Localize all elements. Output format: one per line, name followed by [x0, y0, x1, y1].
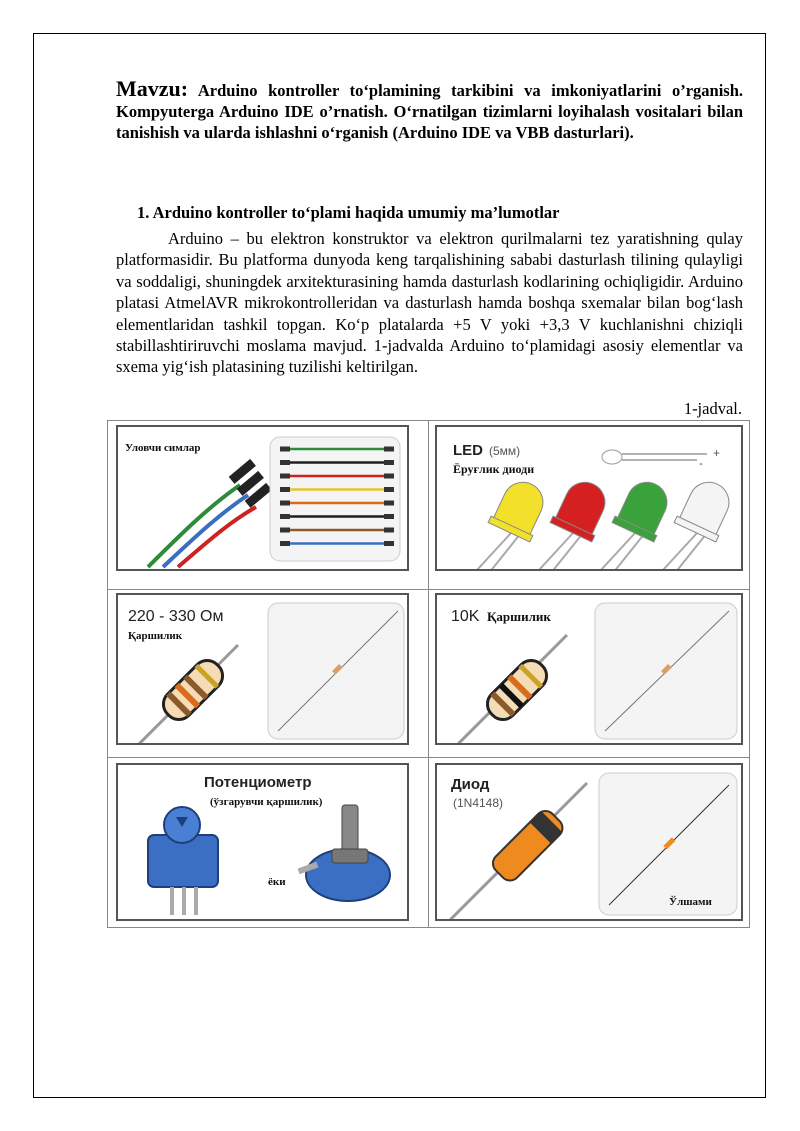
wire-tip — [384, 487, 394, 492]
wire-tip — [280, 501, 290, 506]
wire-tip — [280, 487, 290, 492]
resistor-220-cell — [116, 593, 409, 745]
wire-tip — [280, 447, 290, 452]
wire-tip — [384, 528, 394, 533]
wire-tip — [280, 474, 290, 479]
jumper-wires-illustration — [118, 427, 409, 571]
diode-cell — [435, 763, 743, 921]
table-divider — [428, 421, 429, 927]
topic-title — [116, 78, 743, 143]
table-caption: 1-jadval. — [683, 399, 742, 418]
resistor-220-label: 220 - 330 Ом — [128, 608, 224, 625]
potentiometer-label-ru: (ўзгарувчи қаршилик) — [210, 796, 323, 808]
wire-tip — [280, 460, 290, 465]
topic-text: Arduino kontroller to‘plamining tarkibini va imkoniyatlarini o’rganish. Kompyuterga Arduino IDE o’rnatish. O‘rnatilgan tizimlarni loyihalash vositalari bilan tanishish va ularda ishlashni o‘rganish (Arduino IDE va VBB dasturlari). — [116, 81, 743, 142]
potentiometer-illustration — [118, 765, 409, 921]
diode-part: (1N4148) — [453, 796, 504, 810]
wire-tip — [384, 541, 394, 546]
potentiometer-or: ёки — [268, 876, 286, 888]
resistor-10k-cell — [435, 593, 743, 745]
resistor-220-illustration — [118, 595, 409, 745]
led-size: (5мм) — [489, 444, 521, 458]
resistor-10k-illustration — [437, 595, 743, 745]
led-label-ru: Ёруғлик диоди — [453, 462, 535, 476]
wire-tip — [384, 514, 394, 519]
wires-label: Уловчи симлар — [125, 442, 201, 454]
diode-size-label: Ўлшами — [669, 896, 712, 908]
section-heading: 1. Arduino kontroller to‘plami haqida umumiy ma’lumotlar — [137, 203, 560, 222]
led-bulb — [601, 476, 673, 571]
led-bulb — [663, 476, 735, 571]
wire-tip — [280, 514, 290, 519]
led-bulb — [539, 476, 611, 571]
wire-tip — [384, 501, 394, 506]
led-minus: - — [699, 456, 703, 470]
resistor-10k-label: 10K — [451, 608, 480, 625]
potentiometer-cell — [116, 763, 409, 921]
potentiometer-label: Потенциометр — [204, 774, 312, 791]
wire-tip — [384, 447, 394, 452]
led-illustration — [437, 427, 743, 571]
led-cell — [435, 425, 743, 571]
components-table — [107, 420, 750, 928]
wire-tip — [280, 541, 290, 546]
diode-illustration — [437, 765, 743, 921]
topic-lead: Mavzu: — [116, 76, 189, 101]
led-plus: + — [713, 446, 721, 460]
resistor-10k-label-ru: Қаршилик — [487, 609, 551, 624]
wire-tip — [384, 460, 394, 465]
wire-tip — [280, 528, 290, 533]
wires-cell — [116, 425, 409, 571]
resistor-220-label-ru: Қаршилик — [128, 630, 183, 642]
diode-label: Диод — [451, 776, 490, 793]
led-label: LED — [453, 442, 483, 459]
section-paragraph: Arduino – bu elektron konstruktor va elektron qurilmalarni tez yaratishning qulay platformasidir. Bu platforma dunyoda keng tarqalishining sababi dasturlash tilining qulayligi va soddaligi, shuningdek arxitekturasining hamda dasturlash kodlarining ochiqligidir. Arduino platasi AtmelAVR mikrokontrolleridan va dasturlash hamda boshqa sxemalar bilan bog‘lash elementlaridan tashkil topgan. Ko‘p platalarda +5 V yoki +3,3 V kuchlanishni chiziqli stabillashtiriruvchi moslama mavjud. 1-jadvalda Arduino to‘plamidagi asosiy elementlar va sxema yig‘ish platasining tuzilishi keltirilgan. — [116, 229, 743, 377]
led-bulb — [477, 476, 549, 571]
wire-tip — [384, 474, 394, 479]
